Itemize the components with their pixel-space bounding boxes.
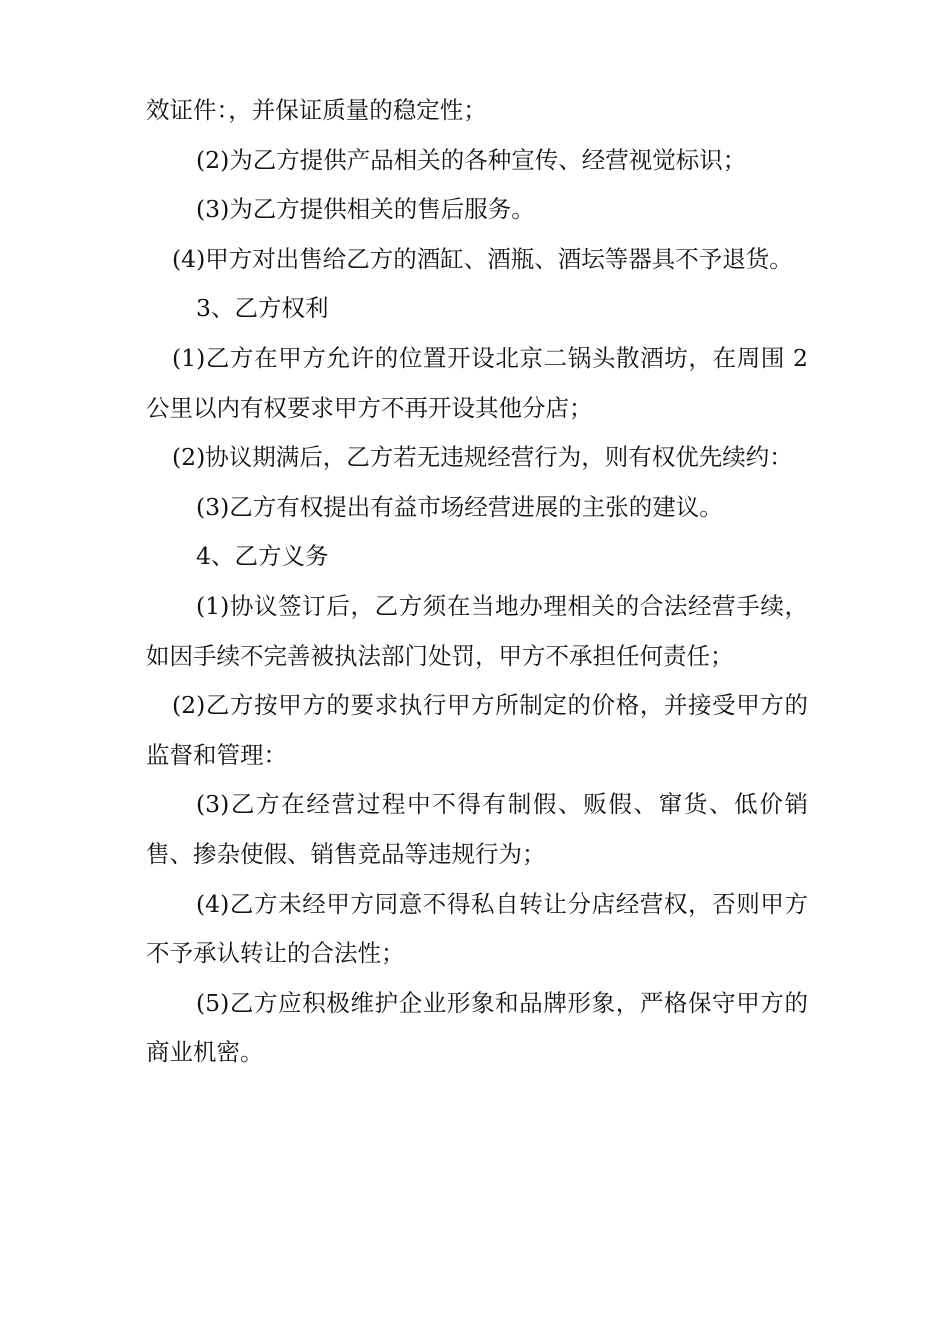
paragraph-6: (1)乙方在甲方允许的位置开设北京二锅头散酒坊，在周围 2 公里以内有权要求甲方不再开设其他分店； [146, 343, 808, 422]
paragraph-14: (5)乙方应积极维护企业形象和品牌形象，严格保守甲方的商业机密。 [146, 988, 808, 1067]
section-heading-party-b-rights: 3、乙方权利 [196, 294, 329, 323]
paragraph-4: (4)甲方对出售给乙方的酒缸、酒瓶、酒坛等器具不予退货。 [172, 244, 793, 273]
paragraph-1: 效证件：，并保证质量的稳定性； [146, 96, 487, 124]
section-heading-party-b-obligations: 4、乙方义务 [196, 542, 329, 571]
paragraph-7: (2)协议期满后，乙方若无违规经营行为，则有权优先续约： [172, 443, 793, 472]
paragraph-8: (3)乙方有权提出有益市场经营进展的主张的建议。 [196, 492, 723, 521]
paragraph-13: (4)乙方未经甲方同意不得私自转让分店经营权，否则甲方不予承认转让的合法性； [146, 889, 808, 968]
paragraph-2: (2)为乙方提供产品相关的各种宣传、经营视觉标识； [196, 145, 747, 174]
paragraph-3: (3)为乙方提供相关的售后服务。 [196, 195, 535, 224]
paragraph-11: (2)乙方按甲方的要求执行甲方所制定的价格，并接受甲方的监督和管理： [146, 691, 808, 769]
document-body [146, 86, 808, 1078]
paragraph-12: (3)乙方在经营过程中不得有制假、贩假、窜货、低价销售、掺杂使假、销售竞品等违规行为； [146, 790, 808, 868]
paragraph-10: (1)协议签订后，乙方须在当地办理相关的合法经营手续，如因手续不完善被执法部门处罚，甲方不承担任何责任； [146, 591, 808, 670]
